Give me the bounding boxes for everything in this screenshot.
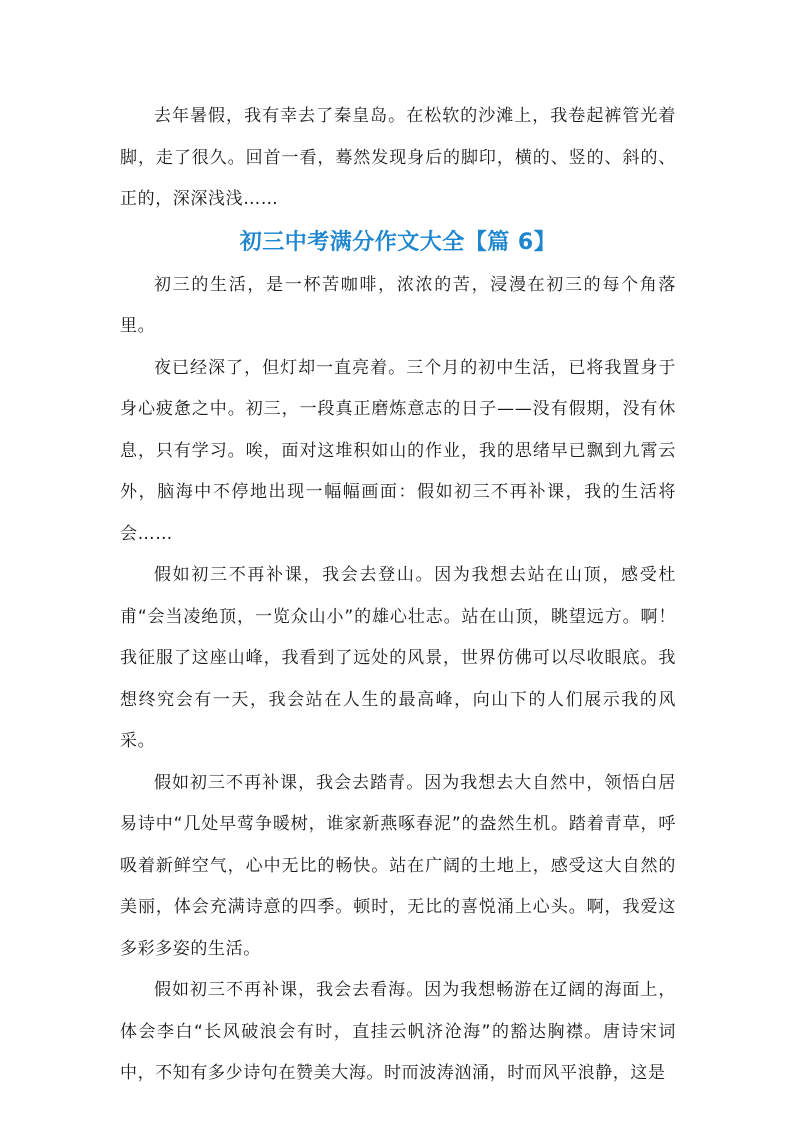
body-paragraph-5: 假如初三不再补课，我会去看海。因为我想畅游在辽阔的海面上，体会李白“长风破浪会有时，直挂云帆济沧海”的豁达胸襟。唐诗宋词中，不知有多少诗句在赞美大海。时而波涛汹涌，时而风平浪静，这是 bbox=[120, 980, 676, 1083]
section-title: 初三中考满分作文大全【篇 6】 bbox=[239, 229, 557, 255]
body-paragraph-4: 假如初三不再补课，我会去踏青。因为我想去大自然中，领悟白居易诗中“几处早莺争暖树，谁家新燕啄春泥”的盎然生机。踏着青草，呼吸着新鲜空气，心中无比的畅快。站在广阔的土地上，感受这大自然的美丽，体会充满诗意的四季。顿时，无比的喜悦涌上心头。啊，我爱这多彩多姿的生活。 bbox=[120, 772, 676, 959]
body-paragraph-2: 夜已经深了，但灯却一直亮着。三个月的初中生活，已将我置身于身心疲惫之中。初三，一段真正磨炼意志的日子——没有假期，没有休息，只有学习。唉，面对这堆积如山的作业，我的思绪早已飘到九霄云外，脑海中不停地出现一幅幅画面：假如初三不再补课，我的生活将会…… bbox=[120, 357, 676, 544]
intro-paragraph: 去年暑假，我有幸去了秦皇岛。在松软的沙滩上，我卷起裤管光着脚，走了很久。回首一看，蓦然发现身后的脚印，横的、竖的、斜的、正的，深深浅浅…… bbox=[120, 106, 676, 209]
document-page bbox=[120, 96, 676, 1095]
body-paragraph-1: 初三的生活，是一杯苦咖啡，浓浓的苦，浸漫在初三的每个角落里。 bbox=[120, 274, 676, 336]
body-paragraph-3: 假如初三不再补课，我会去登山。因为我想去站在山顶，感受杜甫“会当凌绝顶，一览众山小”的雄心壮志。站在山顶，眺望远方。啊！我征服了这座山峰，我看到了远处的风景，世界仿佛可以尽收眼底。我想终究会有一天，我会站在人生的最高峰，向山下的人们展示我的风采。 bbox=[120, 565, 676, 751]
